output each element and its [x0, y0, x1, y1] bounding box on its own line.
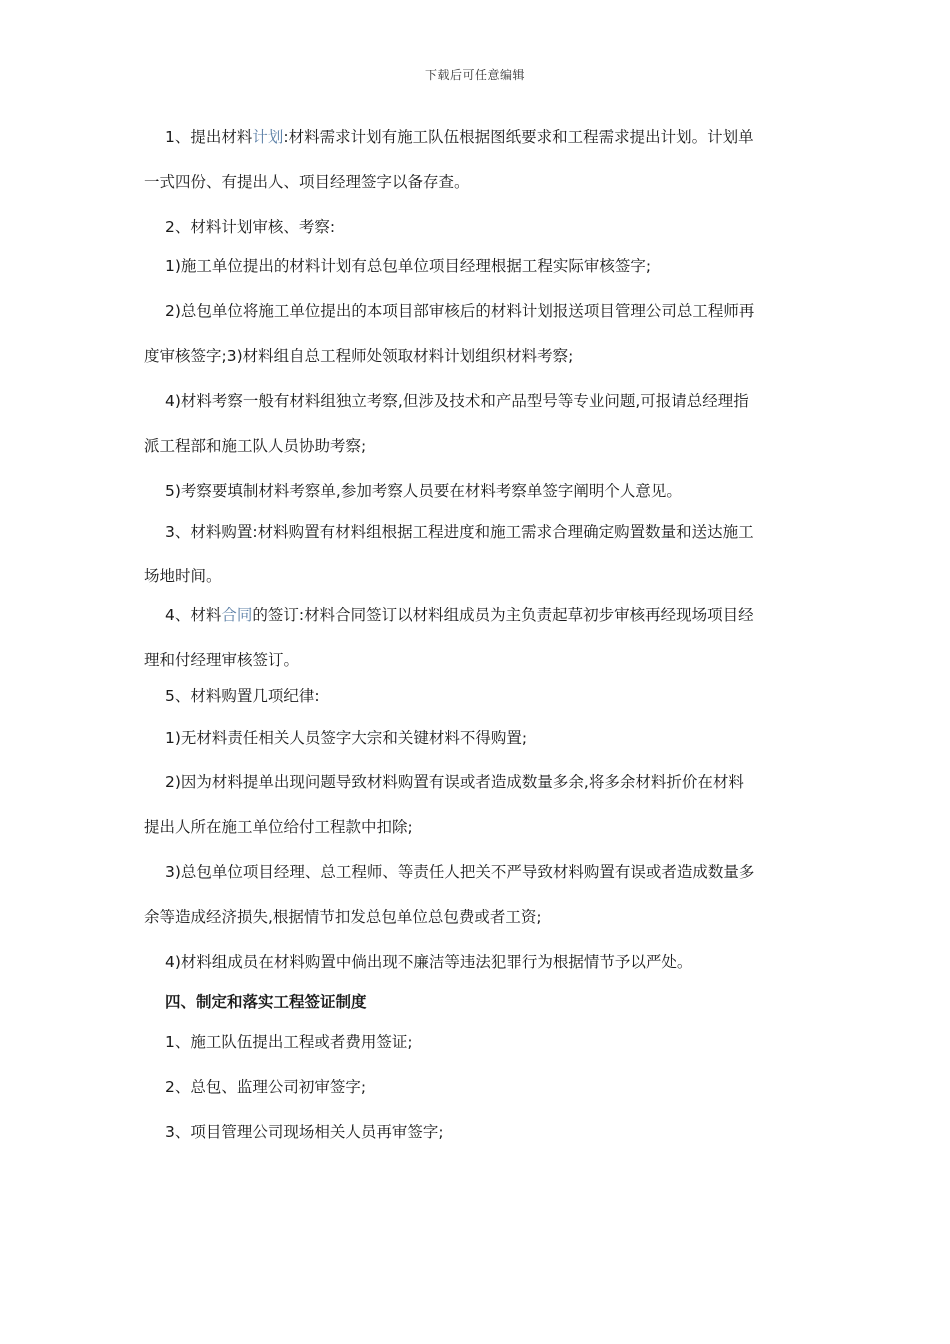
section-4-heading: 四、制定和落实工程签证制度: [165, 993, 367, 1011]
paragraph-5-item-3-line-2: 余等造成经济损失,根据情节扣发总包单位总包费或者工资;: [144, 908, 542, 926]
paragraph-1-rest: :材料需求计划有施工队伍根据图纸要求和工程需求提出计划。计划单: [283, 128, 754, 146]
paragraph-1-line-1: [165, 127, 809, 147]
paragraph-5-item-2-line-1: 2)因为材料提单出现问题导致材料购置有误或者造成数量多余,将多余材料折价在材料: [165, 773, 744, 791]
paragraph-3-line-1: 3、材料购置:材料购置有材料组根据工程进度和施工需求合理确定购置数量和送达施工: [165, 523, 754, 541]
paragraph-5-item-1: 1)无材料责任相关人员签字大宗和关键材料不得购置;: [165, 729, 528, 747]
paragraph-4-line-1: [165, 605, 809, 625]
paragraph-2-item-1: 1)施工单位提出的材料计划有总包单位项目经理根据工程实际审核签字;: [165, 257, 652, 275]
section-4-item-1: 1、施工队伍提出工程或者费用签证;: [165, 1033, 413, 1051]
plan-link[interactable]: 计划: [252, 128, 284, 146]
paragraph-5-item-3-line-1: 3)总包单位项目经理、总工程师、等责任人把关不严导致材料购置有误或者造成数量多: [165, 863, 755, 881]
paragraph-3-line-2: 场地时间。: [144, 567, 222, 585]
paragraph-5-item-2-line-2: 提出人所在施工单位给付工程款中扣除;: [144, 818, 413, 836]
paragraph-5: 5、材料购置几项纪律:: [165, 687, 320, 705]
section-4-item-3: 3、项目管理公司现场相关人员再审签字;: [165, 1123, 444, 1141]
paragraph-4-rest: 的签订:材料合同签订以材料组成员为主负责起草初步审核再经现场项目经: [252, 606, 754, 624]
contract-link[interactable]: 合同: [221, 606, 253, 624]
paragraph-2: 2、材料计划审核、考察:: [165, 218, 336, 236]
paragraph-1-prefix: 1、提出材料: [165, 128, 253, 146]
page-header: 下载后可任意编辑: [424, 68, 525, 82]
paragraph-2-item-2-line-1: 2)总包单位将施工单位提出的本项目部审核后的材料计划报送项目管理公司总工程师再: [165, 302, 755, 320]
section-4-item-2: 2、总包、监理公司初审签字;: [165, 1078, 367, 1096]
paragraph-4-line-2: 理和付经理审核签订。: [144, 651, 300, 669]
paragraph-4-prefix: 4、材料: [165, 606, 222, 624]
paragraph-2-item-5: 5)考察要填制材料考察单,参加考察人员要在材料考察单签字阐明个人意见。: [165, 482, 682, 500]
paragraph-1-line-2: 一式四份、有提出人、项目经理签字以备存查。: [144, 173, 470, 191]
paragraph-2-item-4-line-1: 4)材料考察一般有材料组独立考察,但涉及技术和产品型号等专业问题,可报请总经理指: [165, 392, 749, 410]
paragraph-5-item-4: 4)材料组成员在材料购置中倘出现不廉洁等违法犯罪行为根据情节予以严处。: [165, 953, 693, 971]
paragraph-2-item-4-line-2: 派工程部和施工队人员协助考察;: [144, 437, 367, 455]
paragraph-2-item-2-line-2: 度审核签字;3)材料组自总工程师处领取材料计划组织材料考察;: [144, 347, 574, 365]
